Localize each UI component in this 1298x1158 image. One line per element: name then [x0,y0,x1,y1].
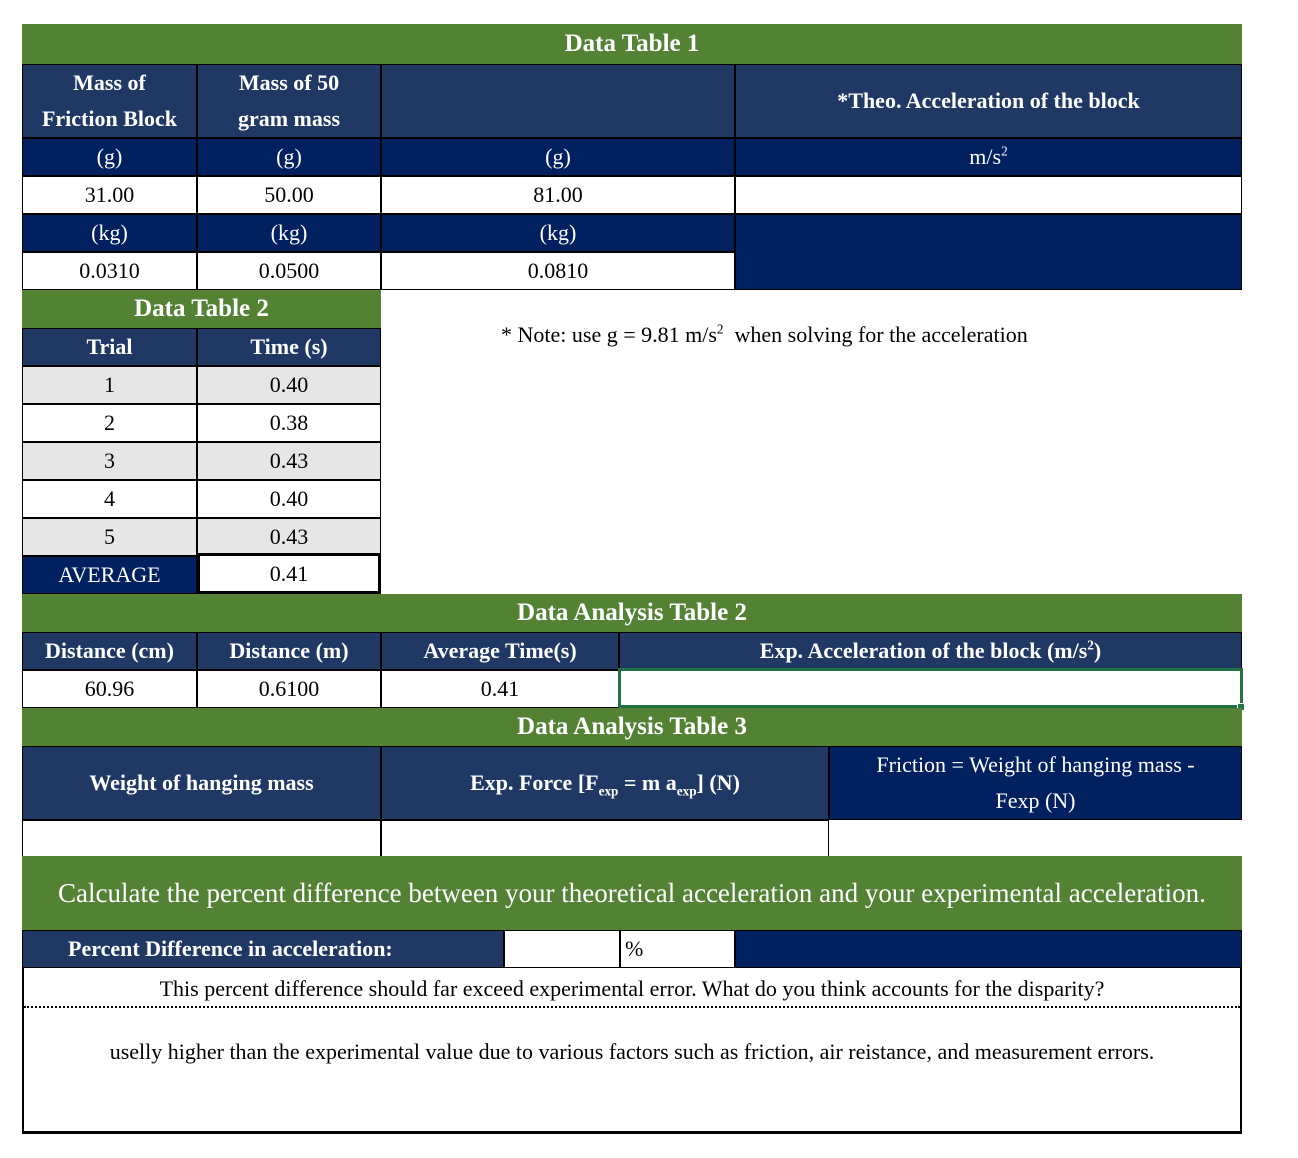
cell-time-text: 0.43 [269,448,309,473]
unit-g-mass50 [197,138,381,176]
cell-distance-cm[interactable] [22,670,197,708]
cell-theo-acceleration[interactable] [735,176,1242,214]
cell-distance-m[interactable] [197,670,381,708]
gravity-note [490,296,1250,347]
header-distance-cm [22,632,197,670]
unit-accel-base: m/s [969,144,1002,169]
disparity-answer-text: uselly higher than the experimental value due to various factors such as friction, air reistance, and measurement errors. [109,1039,1155,1064]
cell-weight-hanging-mass[interactable] [22,820,381,858]
header-friction-l1: Friction = Weight of hanging mass - [876,752,1195,777]
cell-combined-kg[interactable] [381,252,735,290]
percent-filler [735,930,1242,968]
cell-average-time-analysis[interactable] [381,670,619,708]
header-distance-m-text: Distance (m) [229,638,349,663]
header-trial-text: Trial [86,334,133,359]
header-weight-hanging-mass-text: Weight of hanging mass [89,770,314,795]
header-distance-cm-text: Distance (cm) [45,638,174,663]
header-exp-acceleration-text [760,638,1101,664]
cell-distance-cm-text: 60.96 [84,676,135,701]
unit-kg-combined [381,214,735,252]
header-average-time-text: Average Time(s) [423,638,577,663]
cell-average-time[interactable] [197,553,381,594]
header-exp-force [381,746,829,820]
analysis-table-3-title-text: Data Analysis Table 3 [517,713,747,740]
theo-filler-block [735,214,1242,290]
percent-unit [620,930,735,968]
header-mass-friction-block-l2: Friction Block [41,106,178,131]
header-mass-50-gram-l2: gram mass [237,106,341,131]
analysis-table-3-title [22,708,1242,746]
header-exp-force-sub2: exp [676,783,697,799]
unit-kg-friction-text: (kg) [91,220,128,245]
disparity-answer[interactable] [24,1014,1240,1124]
header-exp-accel-exponent: 2 [1087,637,1094,653]
disparity-question [24,972,1240,1008]
header-exp-force-text [470,770,740,799]
analysis-table-2-title-text: Data Analysis Table 2 [517,599,747,626]
cell-mass50-kg[interactable] [197,252,381,290]
cell-mass50-g-text: 50.00 [264,182,314,207]
unit-accel [735,138,1242,176]
unit-kg-mass50 [197,214,381,252]
unit-g-mass50-text: (g) [276,144,302,169]
cell-percent-value[interactable] [504,930,620,968]
cell-trial-5[interactable] [22,518,197,556]
header-trial [22,328,197,366]
header-distance-m [197,632,381,670]
header-mass-50-gram [197,64,381,138]
header-exp-acceleration [619,632,1242,670]
cell-average-time-analysis-text: 0.41 [480,676,520,701]
data-table-1-title-text: Data Table 1 [564,30,700,57]
header-mass-friction-block-l1: Mass of [73,70,146,95]
unit-accel-exponent: 2 [1001,143,1008,159]
disparity-question-text: This percent difference should far exceed experimental error. What do you think accounts for the disparity? [159,976,1105,1001]
cell-time-5[interactable] [197,518,381,556]
cell-friction-mass-g[interactable] [22,176,197,214]
cell-time-2[interactable] [197,404,381,442]
header-exp-accel-pre: Exp. Acceleration of the block (m/s [759,638,1088,663]
cell-exp-force[interactable] [381,820,829,858]
cell-trial-3[interactable] [22,442,197,480]
average-label [22,556,197,594]
cell-time-text: 0.43 [269,524,309,549]
unit-g-combined [381,138,735,176]
unit-g-friction [22,138,197,176]
cell-trial-1[interactable] [22,366,197,404]
cell-friction-mass-kg[interactable] [22,252,197,290]
unit-accel-text [969,144,1007,170]
cell-mass50-g[interactable] [197,176,381,214]
cell-time-1[interactable] [197,366,381,404]
cell-time-4[interactable] [197,480,381,518]
header-exp-accel-post: ) [1093,638,1102,663]
header-average-time [381,632,619,670]
cell-average-time-text: 0.41 [269,560,309,586]
header-theo-acceleration [735,64,1242,138]
cell-combined-g[interactable] [381,176,735,214]
cell-trial-4[interactable] [22,480,197,518]
cell-distance-m-text: 0.6100 [258,676,320,701]
analysis-table-2-title [22,594,1242,632]
cell-combined-kg-text: 0.0810 [527,258,589,283]
header-exp-force-sub1: exp [598,783,619,799]
header-exp-force-pre: Exp. Force [F [470,770,599,795]
cell-trial-text: 2 [104,410,115,435]
header-weight-hanging-mass [22,746,381,820]
data-table-2-title-text: Data Table 2 [134,295,269,322]
data-table-2-title [22,290,381,328]
unit-g-friction-text: (g) [96,144,123,169]
cell-time-text: 0.40 [269,486,309,511]
cell-trial-text: 3 [104,448,115,473]
header-theo-acceleration-text: *Theo. Acceleration of the block [837,88,1140,113]
header-time-text: Time (s) [250,334,328,359]
cell-trial-2[interactable] [22,404,197,442]
average-label-text: AVERAGE [58,562,161,587]
data-table-1-title [22,24,1242,64]
header-time [197,328,381,366]
unit-g-combined-text: (g) [545,144,571,169]
cell-friction-mass-kg-text: 0.0310 [79,258,140,283]
cell-mass50-kg-text: 0.0500 [258,258,320,283]
percent-unit-text: % [625,936,644,961]
header-combined-mass [381,64,735,138]
percent-label [22,930,504,968]
header-exp-force-post: ] (N) [696,770,740,795]
gravity-note-pre: * Note: use g = 9.81 m/s [501,322,717,347]
unit-kg-mass50-text: (kg) [270,220,308,245]
percent-label-text: Percent Difference in acceleration: [68,936,393,961]
cell-time-text: 0.38 [269,410,309,435]
header-exp-force-mid: = m a [618,770,677,795]
header-friction [829,746,1242,820]
cell-trial-text: 5 [104,524,115,549]
unit-kg-combined-text: (kg) [539,220,577,245]
cell-time-3[interactable] [197,442,381,480]
cell-friction-mass-g-text: 31.00 [84,182,135,207]
cell-trial-text: 4 [104,486,115,511]
cell-trial-text: 1 [104,372,115,397]
percent-instruction-text: Calculate the percent difference between your theoretical acceleration and your experimental acceleration. [58,877,1206,908]
cell-time-text: 0.40 [269,372,309,397]
header-mass-50-gram-l1: Mass of 50 [238,70,340,95]
percent-instruction [22,856,1242,930]
gravity-note-exponent: 2 [716,321,724,337]
cell-exp-acceleration-selected[interactable] [618,668,1243,708]
gravity-note-post: when solving for the acceleration [723,322,1028,347]
header-friction-l2: Fexp (N) [995,788,1076,813]
header-mass-friction-block [22,64,197,138]
cell-combined-g-text: 81.00 [533,182,583,207]
unit-kg-friction [22,214,197,252]
